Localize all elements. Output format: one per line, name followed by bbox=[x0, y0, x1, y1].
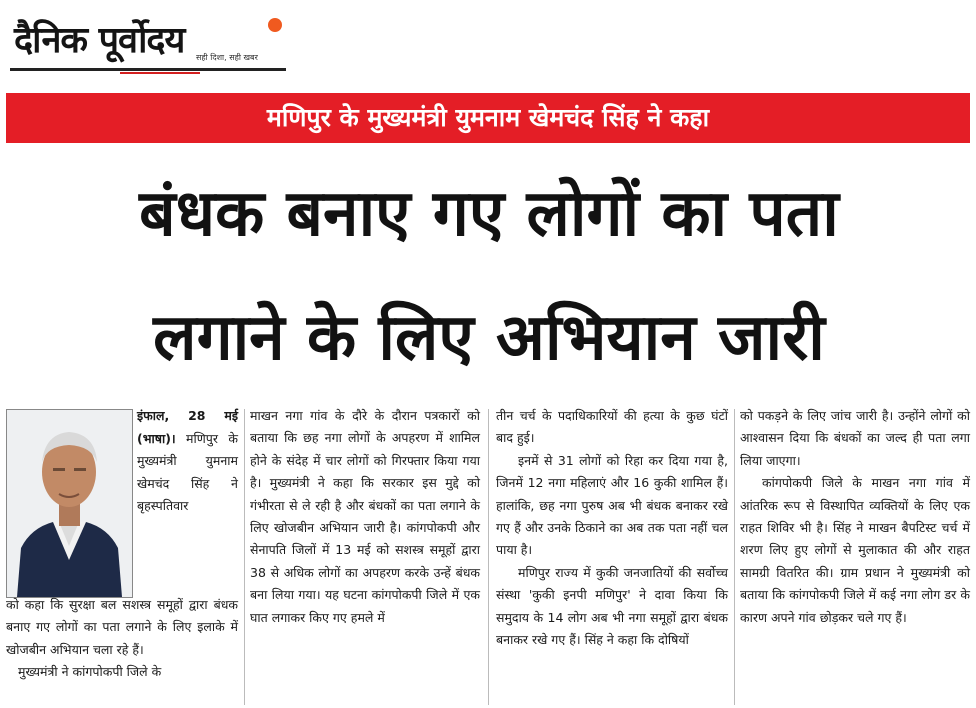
article-paragraph-3: माखन नगा गांव के दौरे के दौरान पत्रकारों को बताया कि छह नगा लोगों के अपहरण में शामिल होने के संदेह में चार लोगों को गिरफ्तार किया गया है। मुख्यमंत्री ने कहा कि सरकार इस मुद्दे को गंभीरता से ले रही है और बंधकों का पता लगाने के लिए खोजबीन अभियान जारी है। कांगपोकपी और सेनापति जिलों में 13 मई को सशस्त्र समूहों द्वारा 38 से अधिक लोगों का अपहरण करके उन्हें बंधक बना लिया गया। यह घटना कांगपोकपी जिले में एक घात लगाकर किए गए हमले में bbox=[250, 408, 480, 625]
chief-minister-photo bbox=[6, 409, 133, 598]
kicker-banner: मणिपुर के मुख्यमंत्री युमनाम खेमचंद सिंह ने कहा bbox=[6, 93, 970, 143]
article-column-4 bbox=[740, 405, 970, 629]
article-intro: मणिपुर के मुख्यमंत्री युमनाम खेमचंद सिंह ने बृहस्पतिवार bbox=[137, 430, 238, 514]
column-divider bbox=[734, 409, 735, 705]
article-paragraph-8: कांगपोकपी जिले के माखन नगा गांव में आंतरिक रूप से विस्थापित व्यक्तियों के लिए एक राहत शिविर भी है। सिंह ने माखन बैपटिस्ट चर्च में शरण लिए हुए लोगों से मुलाकात की और राहत सामग्री वितरित की। ग्राम प्रधान ने मुख्यमंत्री को बताया कि कांगपोकपी जिले में कई नगा लोग डर के कारण अपने गांव छोड़कर चले गए हैं। bbox=[740, 475, 970, 625]
masthead bbox=[10, 8, 286, 74]
logo-dot-icon bbox=[268, 18, 282, 32]
article-paragraph-5: इनमें से 31 लोगों को रिहा कर दिया गया है, जिनमें 12 नगा महिलाएं और 16 कुकी शामिल हैं। हालांकि, छह नगा पुरुष अब भी बंधक बनाकर रखे गए हैं और उनके ठिकाने का अब तक पता नहीं चल पाया है। bbox=[496, 452, 728, 558]
newspaper-logo: दैनिक पूर्वोदय bbox=[14, 20, 185, 61]
article-paragraph-7: को पकड़ने के लिए जांच जारी है। उन्होंने लोगों को आश्वासन दिया कि बंधकों का जल्द ही पता लगा लिया जाएगा। bbox=[740, 408, 970, 468]
article-column-3 bbox=[496, 405, 728, 651]
article-column-2 bbox=[250, 405, 480, 629]
article-paragraph-2: मुख्यमंत्री ने कांगपोकपी जिले के bbox=[18, 664, 162, 680]
article-paragraph-6: मणिपुर राज्य में कुकी जनजातियों की सर्वोच्च संस्था 'कुकी इनपी मणिपुर' ने दावा किया कि समुदाय के 14 लोग अब भी नगा समूहों द्वारा बंधक बनाकर रखे गए हैं। सिंह ने कहा कि दोषियों bbox=[496, 564, 728, 648]
portrait-image bbox=[7, 410, 132, 597]
article-column-1-bottom bbox=[6, 594, 238, 684]
headline-line-2: लगाने के लिए अभियान जारी bbox=[153, 301, 825, 375]
newspaper-tagline: सही दिशा, सही खबर bbox=[196, 53, 258, 62]
headline bbox=[14, 152, 964, 400]
dateline: इंफाल, 28 मई (भाषा)। bbox=[137, 408, 238, 446]
column-divider bbox=[488, 409, 489, 705]
article-column-1-top bbox=[137, 405, 238, 518]
article-paragraph-4: तीन चर्च के पदाधिकारियों की हत्या के कुछ घंटों बाद हुई। bbox=[496, 408, 728, 446]
column-divider bbox=[244, 409, 245, 705]
masthead-rule bbox=[10, 68, 286, 71]
masthead-accent-rule bbox=[120, 72, 200, 74]
headline-line-1: बंधक बनाए गए लोगों का पता bbox=[139, 177, 839, 251]
article-paragraph-1: को कहा कि सुरक्षा बल सशस्त्र समूहों द्वारा बंधक बनाए गए लोगों का पता लगाने के लिए इलाके में खोजबीन अभियान चला रहे हैं। bbox=[6, 597, 238, 657]
